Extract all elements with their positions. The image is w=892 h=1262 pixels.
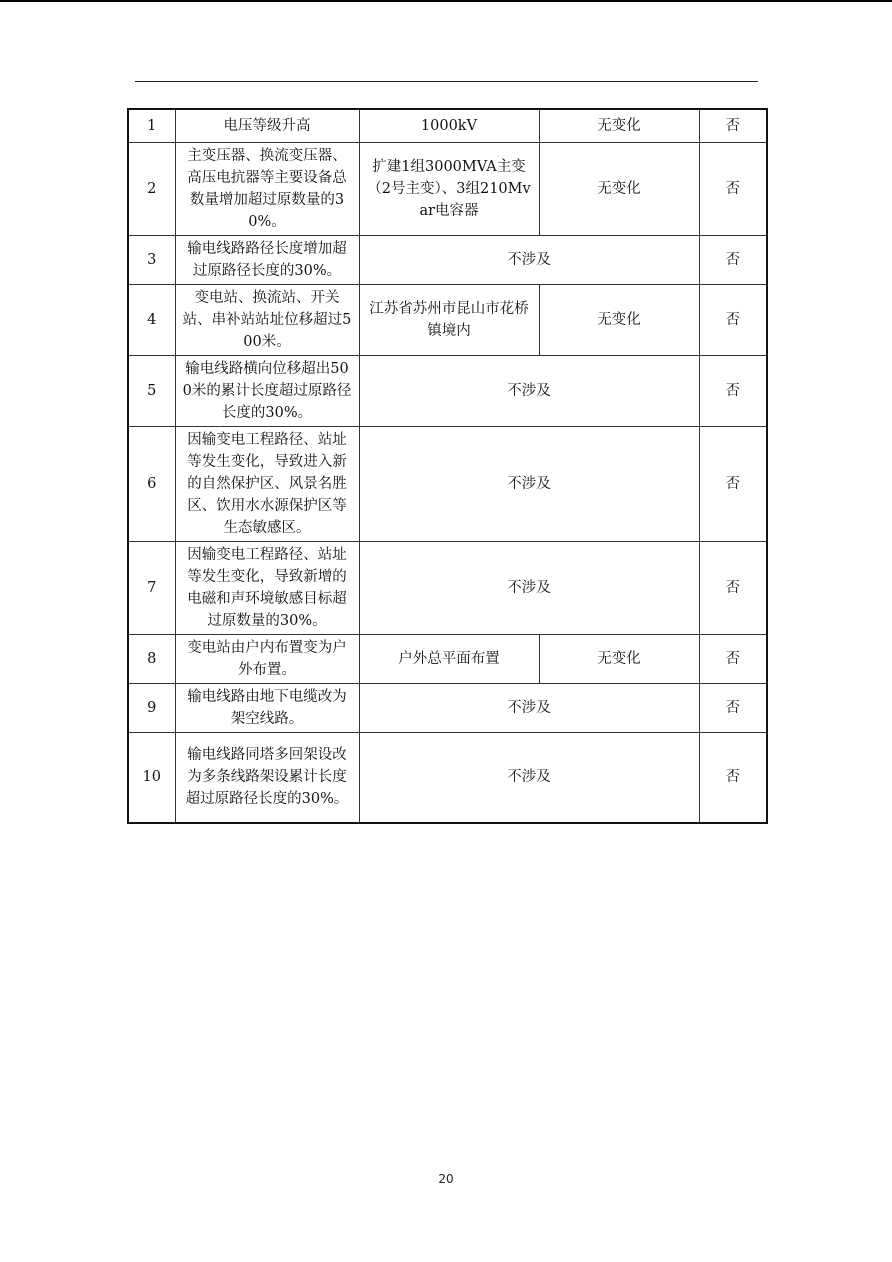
merged-value: 不涉及 [359,355,699,426]
table-row [128,541,767,634]
change-item: 输电线路由地下电缆改为架空线路。 [175,683,359,732]
table-row [128,235,767,284]
change-item: 因输变电工程路径、站址等发生变化，导致进入新的自然保护区、风景名胜区、饮用水水源保护区等生态敏感区。 [175,426,359,541]
table-row [128,142,767,235]
merged-value: 不涉及 [359,683,699,732]
major-change-flag: 否 [699,235,767,284]
change-item: 变电站由户内布置变为户外布置。 [175,634,359,683]
change-item: 输电线路横向位移超出500米的累计长度超过原路径长度的30%。 [175,355,359,426]
table-row [128,284,767,355]
major-change-flag: 否 [699,634,767,683]
change-comparison-table [127,108,768,824]
change-item: 电压等级升高 [175,109,359,142]
major-change-flag: 否 [699,732,767,823]
design-value: 江苏省苏州市昆山市花桥镇境内 [359,284,539,355]
merged-value: 不涉及 [359,732,699,823]
major-change-flag: 否 [699,426,767,541]
actual-value: 无变化 [539,634,699,683]
major-change-flag: 否 [699,541,767,634]
row-number: 2 [128,142,175,235]
page-number: 20 [438,1172,454,1186]
row-number: 9 [128,683,175,732]
change-item: 输电线路路径长度增加超过原路径长度的30%。 [175,235,359,284]
change-item: 变电站、换流站、开关站、串补站站址位移超过500米。 [175,284,359,355]
header-rule [135,81,758,82]
row-number: 4 [128,284,175,355]
major-change-flag: 否 [699,284,767,355]
table-row [128,683,767,732]
major-change-flag: 否 [699,142,767,235]
row-number: 10 [128,732,175,823]
table-body [128,109,767,823]
table-row [128,634,767,683]
table-row [128,732,767,823]
table-row [128,109,767,142]
major-change-flag: 否 [699,355,767,426]
row-number: 7 [128,541,175,634]
actual-value: 无变化 [539,109,699,142]
major-change-flag: 否 [699,109,767,142]
row-number: 6 [128,426,175,541]
table-row [128,426,767,541]
change-item: 因输变电工程路径、站址等发生变化，导致新增的电磁和声环境敏感目标超过原数量的30%。 [175,541,359,634]
actual-value: 无变化 [539,284,699,355]
actual-value: 无变化 [539,142,699,235]
row-number: 3 [128,235,175,284]
row-number: 8 [128,634,175,683]
merged-value: 不涉及 [359,541,699,634]
merged-value: 不涉及 [359,426,699,541]
change-item: 输电线路同塔多回架设改为多条线路架设累计长度超过原路径长度的30%。 [175,732,359,823]
major-change-flag: 否 [699,683,767,732]
top-border-line [0,0,892,2]
design-value: 扩建1组3000MVA主变（2号主变）、3组210Mvar电容器 [359,142,539,235]
row-number: 5 [128,355,175,426]
table-row [128,355,767,426]
design-value: 户外总平面布置 [359,634,539,683]
change-item: 主变压器、换流变压器、高压电抗器等主要设备总数量增加超过原数量的30%。 [175,142,359,235]
merged-value: 不涉及 [359,235,699,284]
row-number: 1 [128,109,175,142]
design-value: 1000kV [359,109,539,142]
